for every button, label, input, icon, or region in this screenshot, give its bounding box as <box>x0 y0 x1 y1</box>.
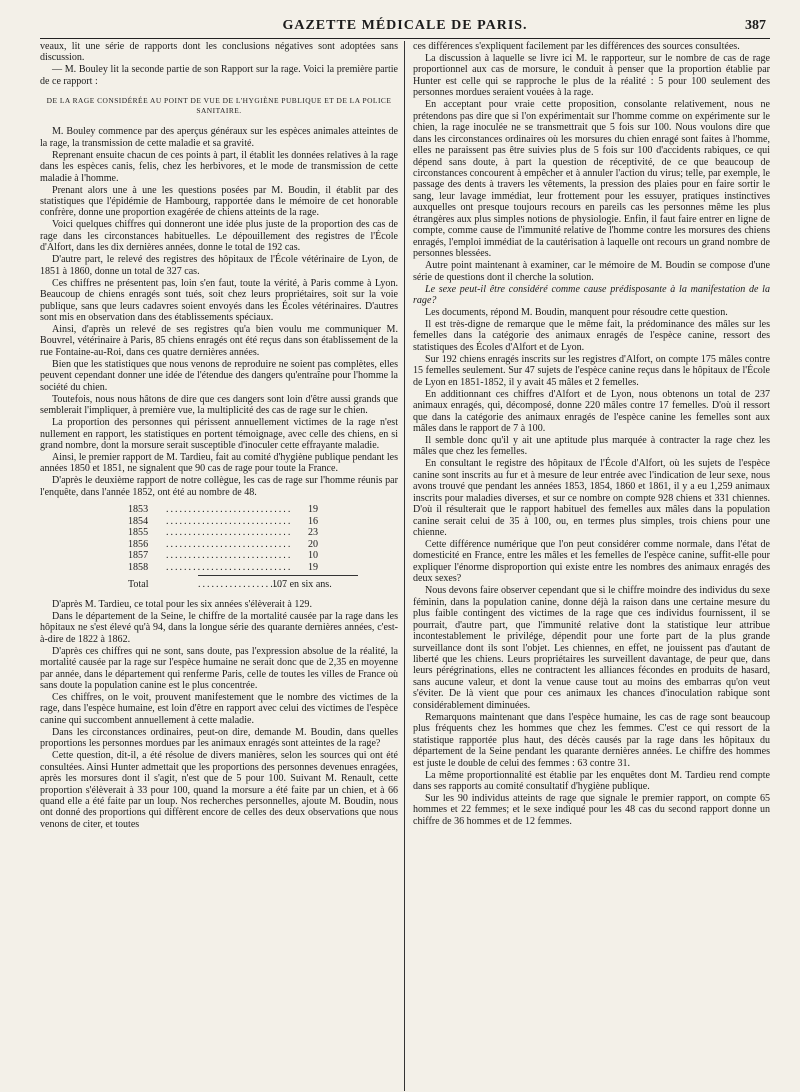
paragraph: M. Bouley commence par des aperçus généraux sur les espèces animales atteintes de la rage, la transmission de cette maladie et sa gravité. <box>40 126 398 149</box>
year-cell: 1855 <box>128 527 149 539</box>
running-header <box>40 16 770 39</box>
paragraph: — M. Bouley lit la seconde partie de son Rapport sur la rage. Voici la première partie de ce rapport : <box>40 64 398 87</box>
question-heading: Le sexe peut-il être considéré comme cause prédisposante à la manifestation de la rage? <box>413 283 770 306</box>
page-number: 387 <box>745 18 766 33</box>
paragraph: Bien que les statistiques que nous venons de reproduire ne soient pas complètes, elles peuvent cependant donner une idée de l'étendue des dangers qu'entraîne pour l'homme la société du chien. <box>40 358 398 393</box>
paragraph: Dans le département de la Seine, le chiffre de la mortalité causée par la rage dans les hôpitaux ne s'est élevé qu'à 94, dans la longue série des quarante dernières années, c'est-à-dire de 1822 à 1862. <box>40 610 398 645</box>
paragraph: En acceptant pour vraie cette proposition, consolante relativement, nous ne prétendons pas dire que si l'on expérimentait sur l'homme comme on expérimente sur le chien, la rage inoculée ne se transmettrait que 5 fois sur 100. Nous voulons dire que dans les circonstances ordinaires où les morsures du chien enragé sont faites à l'homme, elles ne paraissent pas être suivies plus de 5 fois sur 100 d'accidents rabiques, ce qui dépend sans doute, à part la question de réceptivité, de ce que beaucoup de circonstances concourent à empêcher et à annuler l'action du virus; telle, par exemple, le passage des dents à travers les vêtements, la pression des plaies pour en faire sortir le sang, leur lavage immédiat, leur frottement pour les essuyer, pratiques instinctives auxquelles ont presque toujours recours en pareils cas les personnes même les plus étrangères aux plus simples notions de physiologie. Enfin, il faut faire entrer en ligne de compte, comme cause de l'immunité relative de l'homme contre les morsures des chiens enragés, l'emploi immédiat de la cautérisation à laquelle ont recours un grand nombre de personnes blessées. <box>413 99 770 260</box>
section-heading: DE LA RAGE CONSIDÉRÉE AU POINT DE VUE DE L'HYGIÈNE PUBLIQUE ET DE LA POLICE SANITAIRE. <box>46 96 392 116</box>
value-cell: 16 <box>307 515 318 527</box>
paragraph: Ainsi, d'après un relevé de ses registres qu'a bien voulu me communiquer M. Bouvrel, vétérinaire à Paris, 85 chiens enragés ont été reçus dans son établissement de la rue Fontaine-au-Roi, dans ces quatre dernières années. <box>40 324 398 358</box>
table-row: 1856 ............................ 20 <box>128 538 318 550</box>
year-cell: 1857 <box>128 550 149 562</box>
paragraph: Toutefois, nous nous hâtons de dire que ces dangers sont loin d'être aussi grands que semblerait l'impliquer, à première vue, la multiplicité des cas de rage sur le chien. <box>40 393 398 417</box>
value-cell: 19 <box>307 504 318 516</box>
paragraph: Il semble donc qu'il y ait une aptitude plus marquée à contracter la rage chez les mâles que chez les femelles. <box>413 434 770 458</box>
total-rule <box>198 575 358 576</box>
paragraph: En consultant le registre des hôpitaux de l'École d'Alfort, où les sujets de l'espèce canine sont inscrits au fur et à mesure de leur entrée avec l'indication de leur sexe, nous avons trouvé que pendant les années 1853, 1854, 1860 et 1861, il y a eu 1,259 animaux inscrits pour maladies diverses, et sur ce nombre on compte 928 chiens et 331 chiennes. D'où il résulterait que le rapport habituel des femelles aux mâles dans la population canine serait celui de 35 à 100, ou, en termes plus simples, trois chiens pour une chienne. <box>413 458 770 539</box>
value-cell: 20 <box>307 538 318 550</box>
text-columns <box>40 41 770 1091</box>
year-cell: 1853 <box>128 504 149 516</box>
paragraph: La discussion à laquelle se livre ici M. le rapporteur, sur le nombre de cas de rage proportionnel aux cas de morsure, le conduit à penser que la proportion établie par Hunter est celle qui se rapproche le plus de la réalité : 5 pour 100 seulement des personnes mordues seraient vouées à la rage. <box>413 52 770 99</box>
table-row: 1857 ............................ 10 <box>128 550 318 562</box>
value-cell: 10 <box>307 550 318 562</box>
journal-title: GAZETTE MÉDICALE DE PARIS. <box>282 18 528 33</box>
table-row: 1858 ............................ 19 <box>128 561 318 573</box>
value-cell: 19 <box>307 561 318 573</box>
paragraph: La même proportionnalité est établie par les enquêtes dont M. Tardieu rend compte dans ses rapports au comité consultatif d'hygiène publique. <box>413 769 770 792</box>
paragraph: Nous devons faire observer cependant que si le chiffre moindre des individus du sexe féminin, dans la population canine, donne déjà la raison dans une certaine mesure du plus faible contingent des victimes de la rage que ces individus fournissent, il se pourrait, d'autre part, que l'immunité relative dont la statistique leur attribue incontestablement le privilége, dépendit pour une forte part de la plus grande surveillance dont ils sont l'objet. Les chiennes, en effet, ne jouissent pas d'autant de liberté que les chiens. Leurs propriétaires les surveillent davantage, de peur que, dans leurs pérégrinations, elles ne contractent les alliances fécondes en produits de hasard, sans aucune valeur, et dont la venue cause tout au moins des embarras qu'on veut s'éviter. De là vient que pour ces animaux les chances d'inoculation rabique sont considérablement diminuées. <box>413 585 770 711</box>
paragraph: D'après M. Tardieu, ce total pour les six années s'élèverait à 129. <box>52 598 312 610</box>
paragraph: Cette question, dit-il, a été résolue de divers manières, selon les sources qui ont été consultées. Ainsi Hunter admettait que les proportions des personnes devenues enragées, après les morsures dont il s'agit, n'est que de 5 pour 100. Suivant M. Renault, cette proportion s'élèverait à 33 pour 100, quand la morsure a été faite par un chien, et à 66 quand elle a été faite par un loup. Nos recherches personnelles, ajoute M. Boudin, nous ont donné des proportions qui diffèrent encore de celles des deux observations que nous venons de citer, et toutes <box>40 750 398 830</box>
rabies-cases-table <box>128 504 398 591</box>
paragraph: Ces chiffres ne présentent pas, loin s'en faut, toute la vérité, à Paris comme à Lyon. Beaucoup de chiens enragés sont tués, soit chez leurs propriétaires, soit sur la voie publique, sans que leurs cadavres soient envoyés dans les Écoles vétérinaires. D'autres sont mis en observation dans des établissements spéciaux. <box>40 277 398 324</box>
paragraph: D'après le deuxième rapport de notre collègue, les cas de rage sur l'homme réunis par l'enquête, dans l'année 1852, ont été au nombre de 48. <box>40 475 398 498</box>
paragraph: ces différences s'expliquent facilement par les différences des sources consultées. <box>413 41 740 52</box>
total-label: Total <box>128 579 149 591</box>
table-row: 1854 ............................ 16 <box>128 515 318 527</box>
paragraph: D'autre part, le relevé des registres des hôpitaux de l'École vétérinaire de Lyon, de 1851 à 1860, donne un total de 327 cas. <box>40 254 398 277</box>
year-cell: 1858 <box>128 561 149 573</box>
table-total-row: Total .................... 107 en six ans. <box>128 579 332 591</box>
paragraph: Il est très-digne de remarque que le même fait, la prédominance des mâles sur les femelles dans la catégorie des animaux enragés de l'espèce canine, ressort des statistiques des Écoles d'Alfort et de Lyon. <box>413 318 770 353</box>
paragraph: La proportion des personnes qui périssent annuellement victimes de la rage n'est nullement en rapport, les statistiques en portent témoignage, avec celle des chiens, en si grand nombre, dont la morsure serait susceptible d'inoculer cette effrayante maladie. <box>40 417 398 452</box>
paragraph: Les documents, répond M. Boudin, manquent pour résoudre cette question. <box>425 306 728 318</box>
paragraph: Sur les 90 individus atteints de rage que signale le premier rapport, on compte 65 hommes et 22 femmes; et le sexe indiqué pour les 48 cas du second rapport donne un chiffre de 36 hommes et de 12 femmes. <box>413 792 770 827</box>
year-cell: 1856 <box>128 538 149 550</box>
total-value: 107 en six ans. <box>272 579 332 591</box>
paragraph: Reprenant ensuite chacun de ces points à part, il établit les données relatives à la rage dans les espèces canis, felis, chez les herbivores, et le mode de transmission de cette maladie à l'homme. <box>40 149 398 184</box>
paragraph: D'après ces chiffres qui ne sont, sans doute, pas l'expression absolue de la réalité, la mortalité causée par la rage sur l'espèce humaine ne serait donc que de 2,35 en moyenne par année, dans le département qui renferme Paris, celle de toutes les villes de France où sans doute la population canine est le plus concentrée. <box>40 645 398 691</box>
year-cell: 1854 <box>128 515 149 527</box>
table-row: 1853 ............................ 19 <box>128 504 318 516</box>
table-row: 1855 ............................ 23 <box>128 527 318 539</box>
paragraph: Remarquons maintenant que dans l'espèce humaine, les cas de rage sont beaucoup plus fréquents chez les hommes que chez les femmes. C'est ce qui ressort de la statistique rapportée plus haut, des décès causés par la rage dans les hôpitaux du département de la Seine pendant les quarante dernières années. Le chiffre des hommes est juste le double de celui des femmes : 63 contre 31. <box>413 711 770 769</box>
left-column <box>40 41 405 1091</box>
paragraph: Sur 192 chiens enragés inscrits sur les registres d'Alfort, on compte 175 mâles contre 15 femelles seulement. Sur 47 sujets de l'espèce canine reçus dans le hôpitaux de l'École de Lyon en 1851-1852, il y avait 45 mâles et 2 femelles. <box>413 353 770 388</box>
paragraph: Ainsi, le premier rapport de M. Tardieu, fait au comité d'hygiène publique pendant les années 1850 et 1851, ne signalent que 90 cas de rage pour toute la France. <box>40 452 398 475</box>
paragraph: Dans les circonstances ordinaires, peut-on dire, demande M. Boudin, dans quelles proportions les personnes mordues par les animaux enragés sont atteintes de la rage? <box>40 726 398 750</box>
paragraph: Voici quelques chiffres qui donneront une idée plus juste de la proportion des cas de rage dans les circonstances habituelles. Le dépouillement des registres de l'École d'Alfort, dans les dix dernières années, donne le total de 192 cas. <box>40 219 398 254</box>
paragraph: veaux, lit une série de rapports dont les conclusions négatives sont adoptées sans discussion. <box>40 41 398 64</box>
paragraph: Prenant alors une à une les questions posées par M. Boudin, il établit par des statistiques que l'épidémie de Hambourg, rapportée dans le mémoire de cet honorable confrère, donne une proportion exagérée de chiens atteints de la rage. <box>40 184 398 219</box>
paragraph: En additionnant ces chiffres d'Alfort et de Lyon, nous obtenons un total de 237 animaux enragés, qui, décomposé, donne 220 mâles contre 17 femelles. D'où il ressort que dans la catégorie des animaux enragés de l'espèce canine les femelles sont aux mâles dans le rapport de 7 à 100. <box>413 388 770 434</box>
paragraph: Ces chiffres, on le voit, prouvent manifestement que le nombre des victimes de la rage, dans l'espèce humaine, est loin d'être en rapport avec celui des victimes de l'espèce canine qui succombent annuellement à cette maladie. <box>40 691 398 726</box>
value-cell: 23 <box>307 527 318 539</box>
paragraph: Cette différence numérique que l'on peut considérer comme normale, dans l'état de domesticité en France, entre les mâles et les femelles de l'espèce canine, suffit-elle pour expliquer l'énorme disproportion qui existe entre les nombres des animaux enragés des deux sexes? <box>413 538 770 585</box>
paragraph: Autre point maintenant à examiner, car le mémoire de M. Boudin se compose d'une série de questions dont il cherche la solution. <box>413 260 770 283</box>
right-column <box>405 41 770 1091</box>
